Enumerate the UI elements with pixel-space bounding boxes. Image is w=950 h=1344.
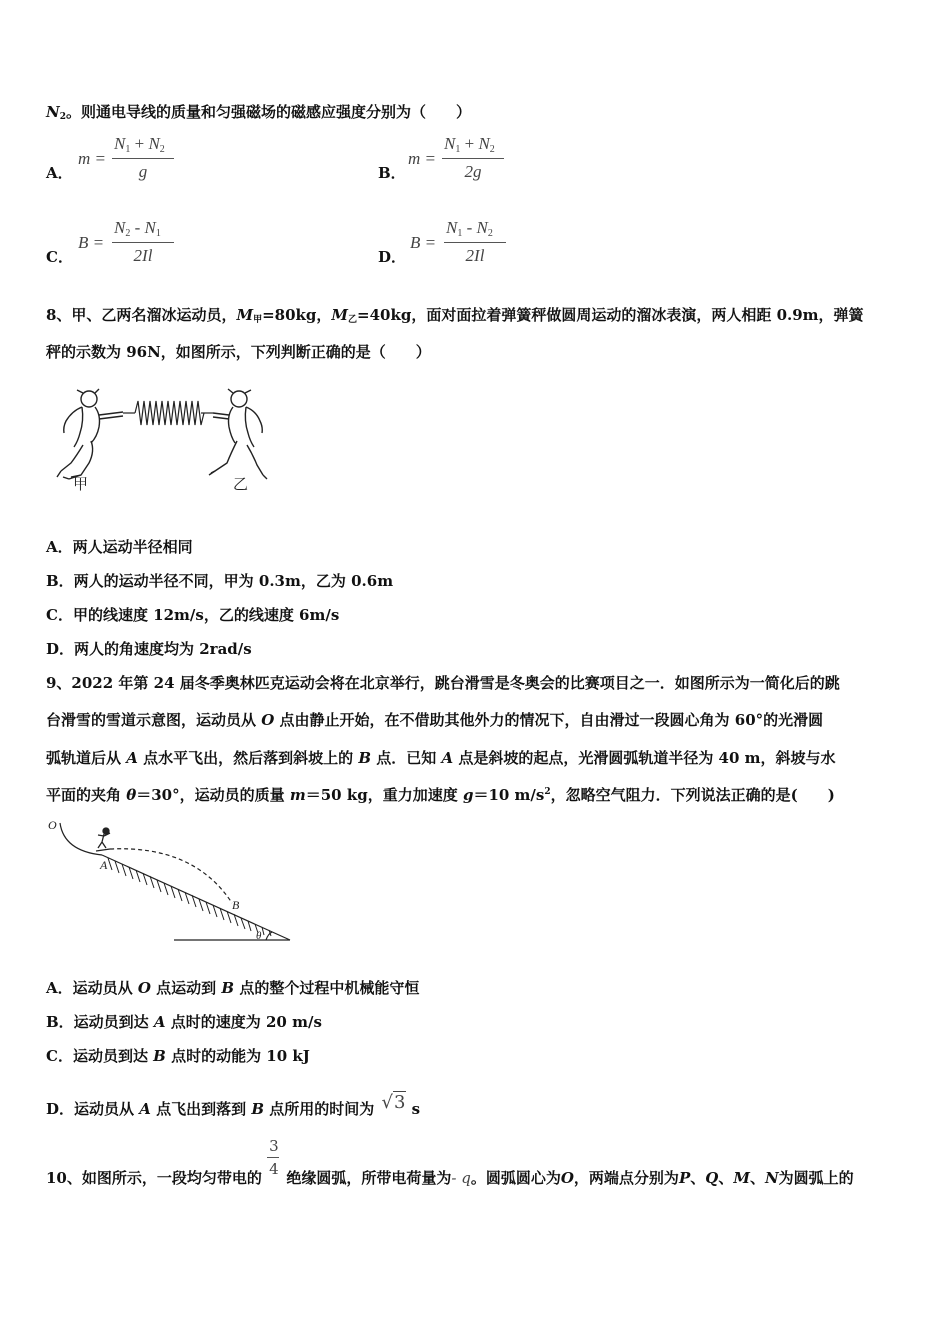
q9-stem-line-2: 台滑雪的雪道示意图，运动员从 O 点由静止开始，在不借助其他外力的情况下，自由滑过一段圆心角为 60°的光滑圆 — [46, 711, 824, 729]
fraction-bar — [112, 158, 174, 159]
q7-option-c-formula — [78, 218, 188, 274]
q9-stem-line-3: 弧轨道后从 A 点水平飞出，然后落到斜坡上的 B 点．已知 A 点是斜坡的起点，光滑圆弧轨道半径为 40 m，斜坡与水 — [46, 749, 836, 767]
q8-stem-line-1: 8、甲、乙两名溜冰运动员，$M_甲=80kg$，$M_乙=40kg$，面对面拉着弹簧秤做圆周运动的溜冰表演，两人相距 0.9m，弹簧 — [46, 306, 864, 325]
q9-stem-line-4: 平面的夹角 θ＝30°，运动员的质量 m＝50 kg，重力加速度 g＝10 $m/s^2$，忽略空气阻力．下列说法正确的是( ) — [46, 786, 835, 804]
arc-track — [60, 823, 102, 855]
skater-right-label: 乙 — [233, 477, 249, 493]
q7-n-sub: 2 — [59, 112, 66, 122]
point-o-label: O — [48, 818, 57, 832]
q7-option-b-label[interactable]: B． — [378, 164, 406, 182]
skater-right-figure — [209, 389, 267, 479]
q8-stem-line-2: 秤的示数为 96N，如图所示，下列判断正确的是（ ） — [46, 343, 431, 361]
q7-option-d-formula — [410, 218, 520, 274]
formula-numerator: N2 - N1 — [114, 218, 161, 239]
q9-stem-line-1: 9、2022 年第 24 届冬季奥林匹克运动会将在北京举行，跳台滑雪是冬奥会的比赛项目之一．如图所示为一简化后的跳 — [46, 674, 840, 692]
q8-option-c[interactable]: C．甲的线速度 12m/s，乙的线速度 6m/s — [46, 606, 340, 624]
angle-arc — [266, 932, 272, 940]
skaters-figure — [55, 385, 275, 497]
q10-stem: 10、如图所示，一段均匀带电的 $\frac{3}{4}$ 绝缘圆弧，所带电荷量为- q。圆弧圆心为O，两端点分别为P、Q、M、N为圆弧上的 — [46, 1137, 854, 1187]
formula-lhs: m = — [408, 149, 436, 168]
charge-value: - q — [451, 1169, 471, 1187]
sqrt-expression: √3 — [381, 1092, 406, 1113]
q7-option-a-label[interactable]: A． — [46, 164, 73, 182]
q7-stem-text: 。则通电导线的质量和匀强磁场的磁感应强度分别为（ ） — [65, 103, 471, 121]
formula-denominator: 2g — [464, 162, 482, 181]
formula-lhs: B = — [410, 233, 437, 252]
q9-option-c[interactable]: C．运动员到达 B 点时的动能为 10 kJ — [46, 1047, 310, 1065]
q8-option-b[interactable]: B．两人的运动半径不同，甲为 0.3m，乙为 0.6m — [46, 572, 394, 590]
q7-option-c-label[interactable]: C． — [46, 248, 73, 266]
point-b-label: B — [232, 898, 240, 912]
fraction-three-quarters: $\frac{3}{4}$ — [269, 1137, 279, 1178]
q8-option-a[interactable]: A．两人运动半径相同 — [46, 538, 193, 556]
slope-hatching — [108, 858, 271, 936]
q8-option-d[interactable]: D．两人的角速度均为 2rad/s — [46, 640, 252, 658]
skater-left-label: 甲 — [73, 477, 89, 493]
q7-option-d-label[interactable]: D． — [378, 248, 407, 266]
formula-lhs: m = — [78, 149, 106, 168]
formula-denominator: 2Il — [133, 246, 153, 265]
formula-numerator: N1 - N2 — [446, 218, 493, 239]
q7-n-var: N — [46, 103, 60, 121]
formula-lhs: B = — [78, 233, 105, 252]
angle-theta-label: θ — [256, 930, 262, 942]
formula-numerator: N1 + N2 — [114, 134, 165, 155]
fraction-bar — [112, 242, 174, 243]
formula-denominator: g — [138, 162, 148, 181]
fraction-bar — [444, 242, 506, 243]
ski-jump-figure — [44, 815, 300, 947]
fraction-bar — [442, 158, 504, 159]
spring-balance-icon — [123, 401, 213, 425]
q9-option-b[interactable]: B．运动员到达 A 点时的速度为 20 m/s — [46, 1013, 322, 1031]
formula-numerator: N1 + N2 — [444, 134, 495, 155]
q9-option-a[interactable]: A．运动员从 O 点运动到 B 点的整个过程中机械能守恒 — [46, 979, 420, 997]
q7-option-b-formula — [408, 134, 518, 190]
formula-denominator: 2Il — [465, 246, 485, 265]
point-a-label: A — [100, 858, 108, 872]
skater-left-figure — [57, 389, 123, 479]
q7-option-a-formula — [78, 134, 188, 190]
q9-option-d[interactable]: D．运动员从 A 点飞出到落到 B 点所用的时间为 √3 s — [46, 1092, 421, 1118]
q7-stem — [46, 101, 471, 122]
trajectory-path — [110, 849, 232, 903]
skier-icon — [96, 828, 110, 851]
